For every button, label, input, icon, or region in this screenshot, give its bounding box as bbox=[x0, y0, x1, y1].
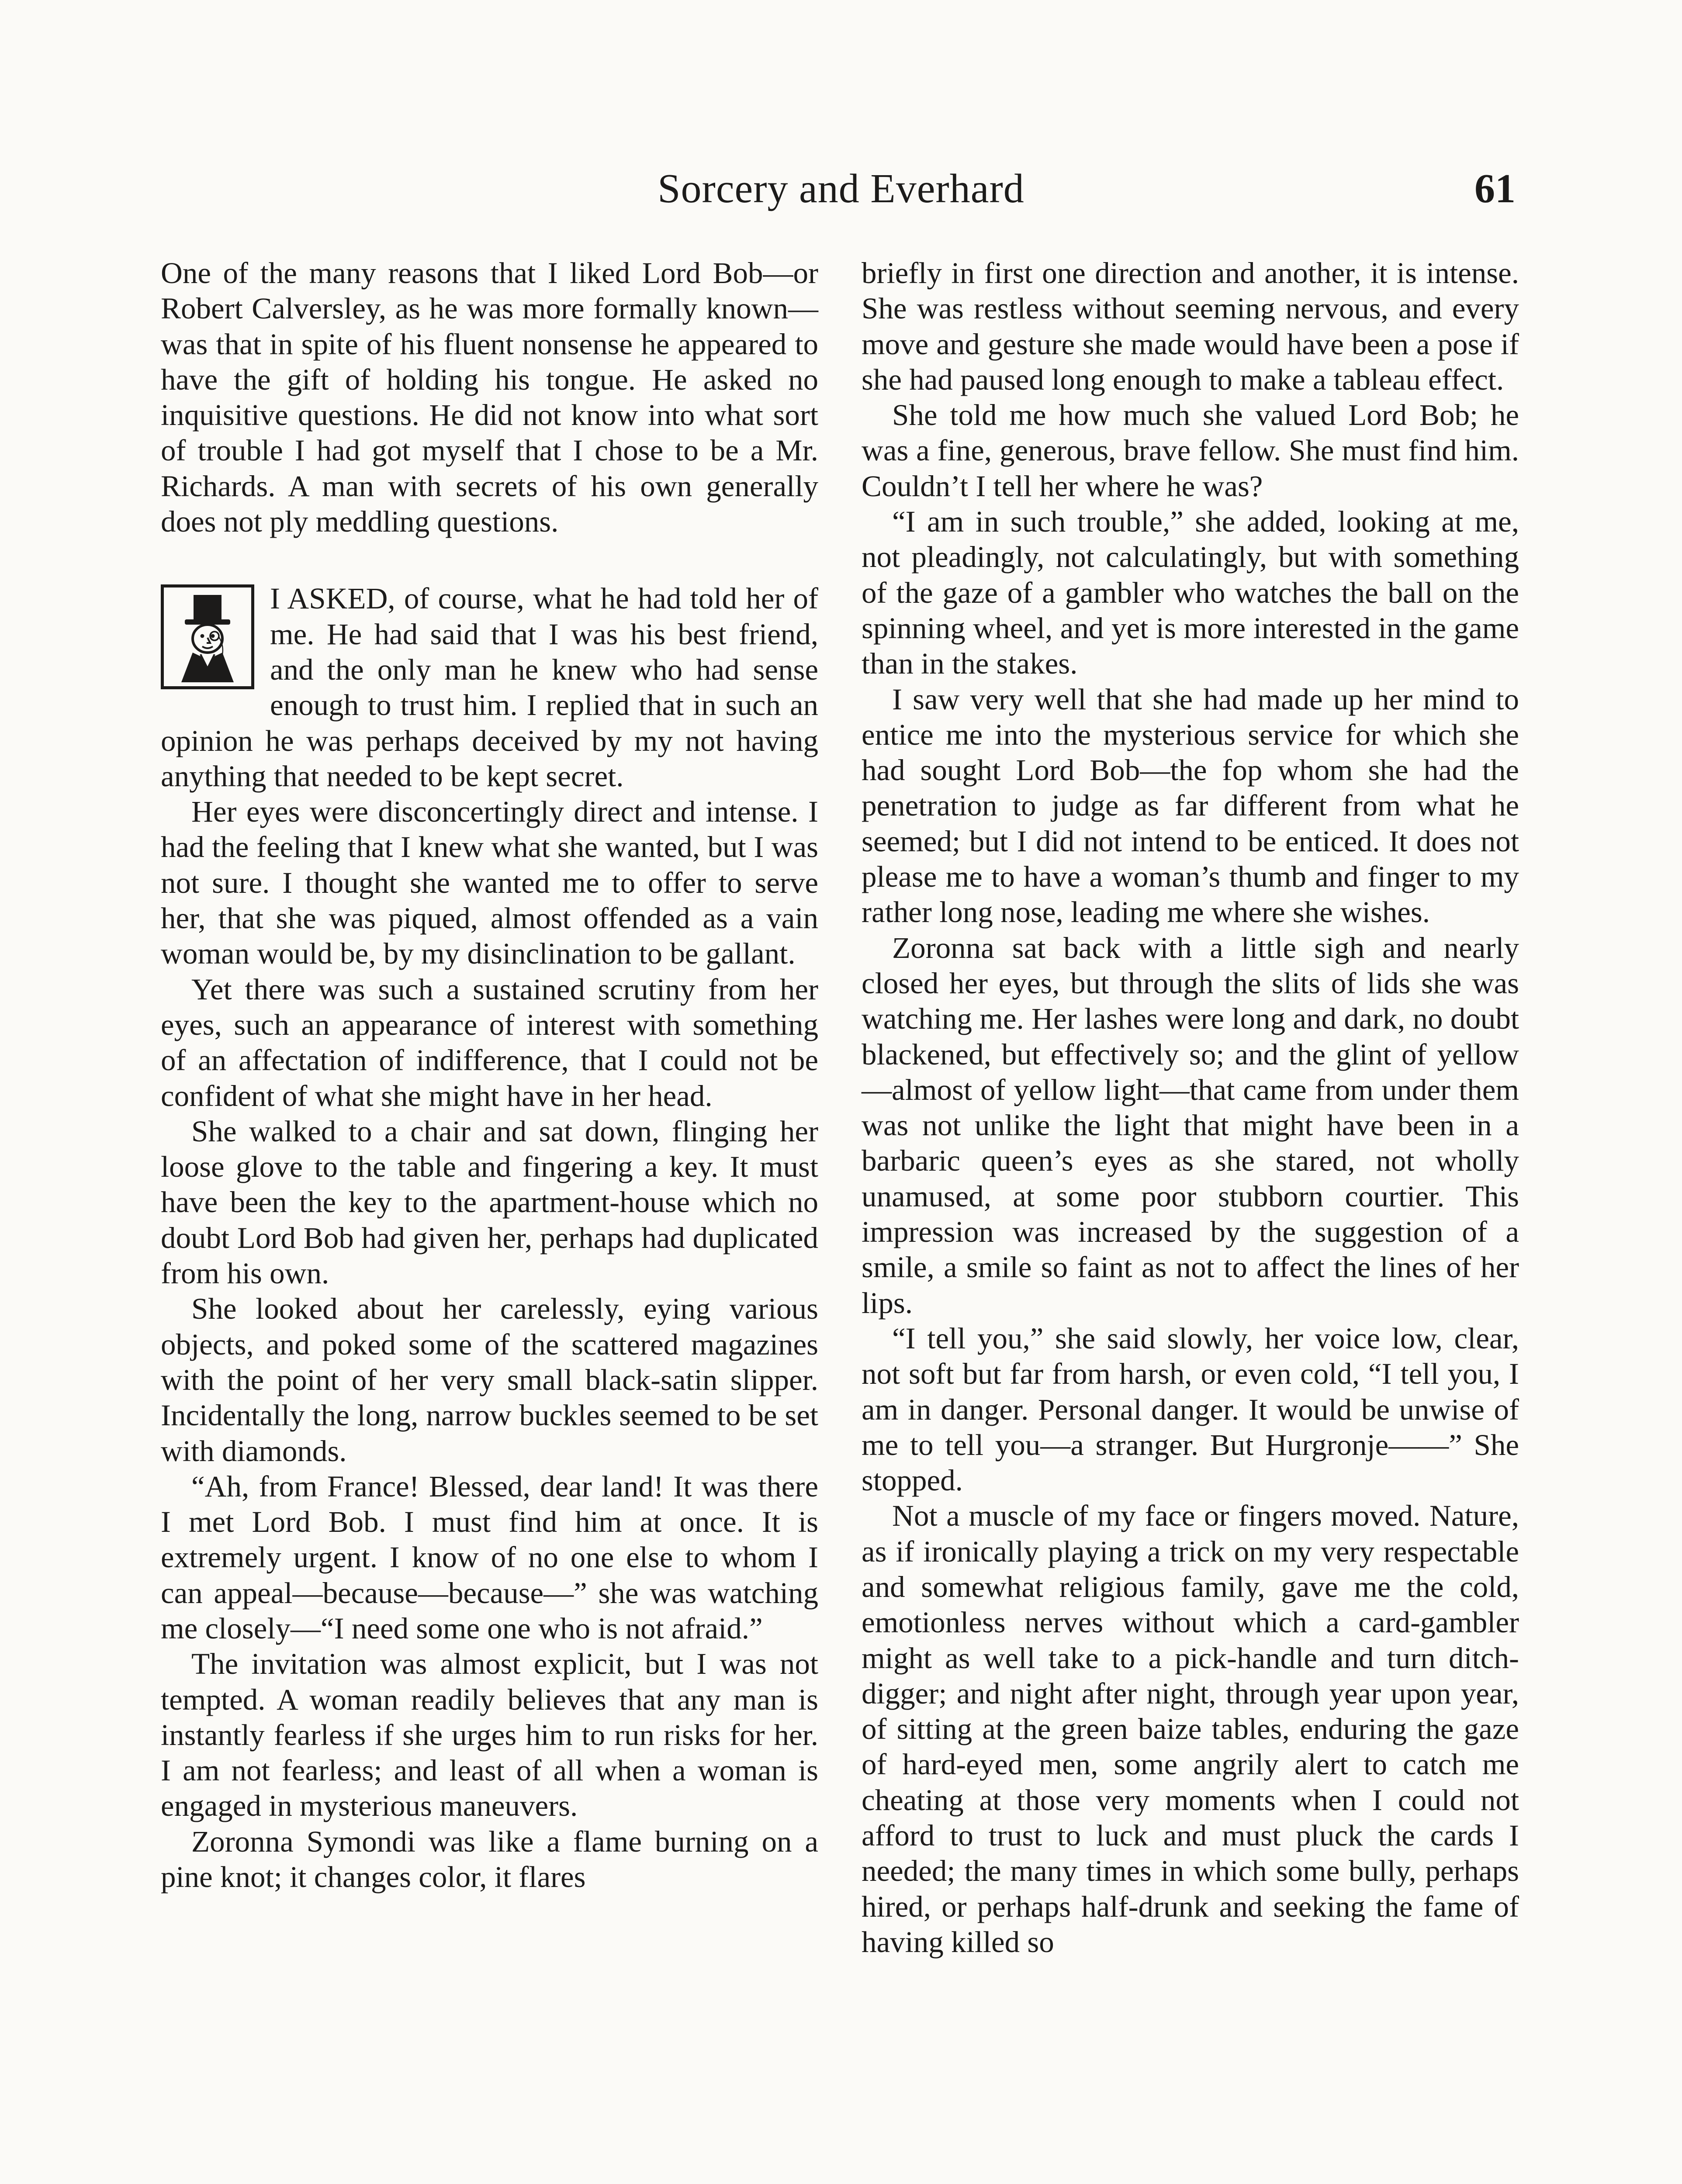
paragraph: I saw very well that she had made up her mind to entice me into the mysterious service for which she had sought Lord Bob—the fop whom she had the penetration to judge as far different from what he seemed; but I did not intend to be enticed. It does not please me to have a woman’s thumb and finger to my rather long nose, leading me where she wishes. bbox=[862, 682, 1519, 929]
paragraph: Yet there was such a sustained scrutiny from her eyes, such an appearance of interest with something of an affectation of indifference, that I could not be confident of what she might have in her head. bbox=[161, 972, 818, 1113]
page-number: 61 bbox=[1474, 166, 1516, 211]
paragraph-text: I ASKED, of course, what he had told her of me. He had said that I was his best friend, and the only man he knew who had sense enough to trust him. I replied that in such an opinion he was perhaps deceived by my not having anything that needed to be kept secret. bbox=[161, 582, 818, 793]
running-title: Sorcery and Everhard bbox=[658, 166, 1024, 211]
paragraph: She looked about her carelessly, eying various objects, and poked some of the scattered magazines with the point of her very small black-satin slipper. Incidentally the long, narrow buckles seemed to be set with diamonds. bbox=[161, 1292, 818, 1468]
text-column-left bbox=[161, 256, 818, 1895]
paragraph: “I am in such trouble,” she added, looking at me, not pleadingly, not calculatingly, but with something of the gaze of a gambler who watches the ball on the spinning wheel, and yet is more interested in the game than in the stakes. bbox=[862, 505, 1519, 681]
paragraph-section-start bbox=[161, 581, 818, 794]
paragraph: She told me how much she valued Lord Bob; he was a fine, generous, brave fellow. She must find him. Couldn’t I tell her where he was? bbox=[862, 398, 1519, 503]
paragraph: Her eyes were disconcertingly direct and intense. I had the feeling that I knew what she wanted, but I was not sure. I thought she wanted me to offer to serve her, that she was piqued, almost offended as a vain woman would be, by my disinclination to be gallant. bbox=[161, 795, 818, 971]
paragraph-continued: Zoronna Symondi was like a flame burning on a pine knot; it changes color, it flares bbox=[161, 1825, 818, 1894]
paragraph: Zoronna sat back with a little sigh and nearly closed her eyes, but through the slits of lids she was watching me. Her lashes were long and dark, no doubt blackened, but effectively so; and the glint of yellow—almost of yellow light—that came from under them was not unlike the light that might have been in a barbaric queen’s eyes as she stared, not wholly unamused, at some poor stubborn courtier. This impression was increased by the suggestion of a smile, a smile so faint as not to affect the lines of her lips. bbox=[862, 931, 1519, 1320]
paragraph: Not a muscle of my face or fingers moved. Nature, as if ironically playing a trick on my very respectable and somewhat religious family, gave me the cold, emotionless nerves without which a card-gambler might as well take to a pick-handle and turn ditch-digger; and night after night, through year upon year, of sitting at the green baize tables, enduring the gaze of hard-eyed men, some angrily alert to catch me cheating at those very moments when I could not afford to trust to luck and must pluck the cards I needed; the many times in which some bully, perhaps hired, or perhaps half-drunk and seeking the fame of having killed so bbox=[862, 1499, 1519, 1959]
paragraph-continuation: briefly in first one direction and another, it is intense. She was restless without seeming nervous, and every move and gesture she made would have been a pose if she had paused long enough to make a tableau effect. bbox=[862, 256, 1519, 396]
paragraph: She walked to a chair and sat down, flinging her loose glove to the table and fingering a key. It must have been the key to the apartment-house which no doubt Lord Bob had given her, perhaps had duplicated from his own. bbox=[161, 1114, 818, 1290]
paragraph: “I tell you,” she said slowly, her voice low, clear, not soft but far from harsh, or even cold, “I tell you, I am in danger. Personal danger. It would be unwise of me to tell you—a stranger. But Hurgronje——” She stopped. bbox=[862, 1321, 1519, 1497]
text-column-right bbox=[862, 256, 1519, 1960]
top-hat-gentleman-icon bbox=[161, 584, 254, 689]
paragraph: One of the many reasons that I liked Lord Bob—or Robert Calversley, as he was more formally known—was that in spite of his fluent nonsense he appeared to have the gift of holding his tongue. He asked no inquisitive questions. He did not know into what sort of trouble I had got myself that I chose to be a Mr. Richards. A man with secrets of his own generally does not ply meddling questions. bbox=[161, 256, 818, 539]
paragraph: The invitation was almost explicit, but I was not tempted. A woman readily believes that any man is instantly fearless if she urges him to run risks for her. I am not fearless; and least of all when a woman is engaged in mysterious maneuvers. bbox=[161, 1647, 818, 1823]
paragraph: “Ah, from France! Blessed, dear land! It was there I met Lord Bob. I must find him at once. It is extremely urgent. I know of no one else to whom I can appeal—because—because—” she was watching me closely—“I need some one who is not afraid.” bbox=[161, 1469, 818, 1645]
